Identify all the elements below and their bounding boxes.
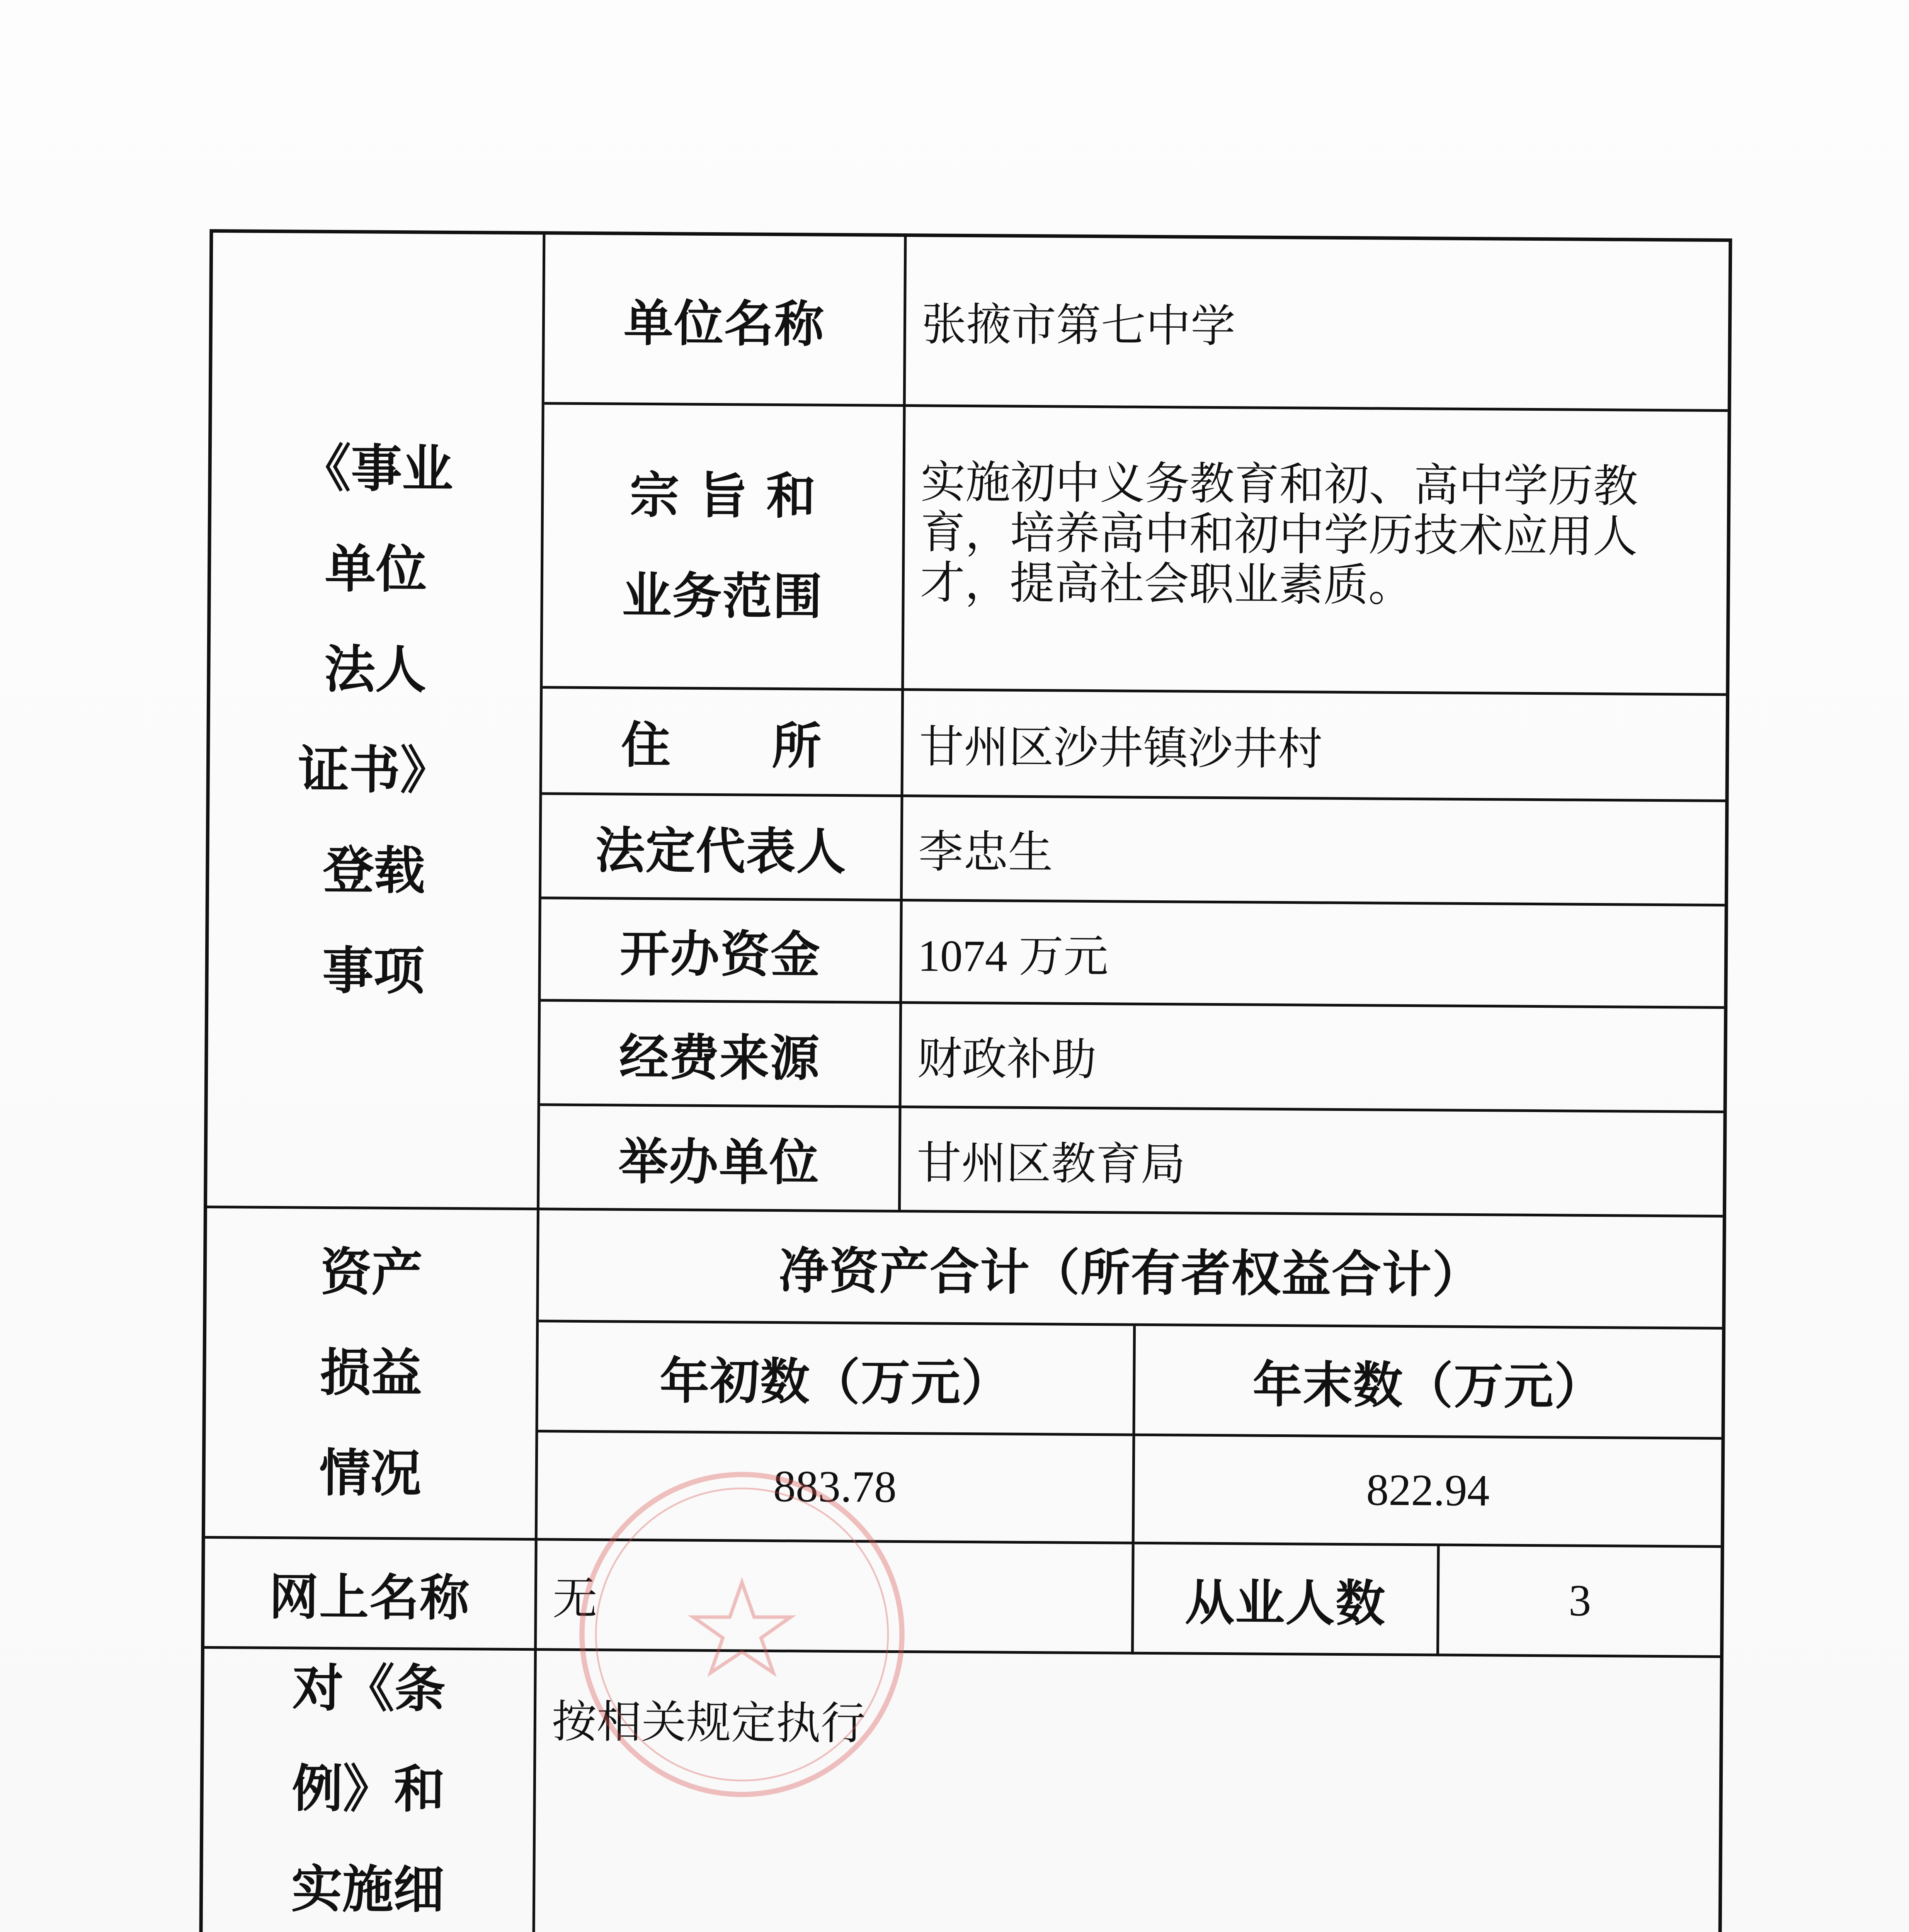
- sponsor-unit-value: 甘州区教育局: [901, 1108, 1724, 1218]
- label-line: 实施细: [291, 1859, 445, 1920]
- funding-source-label: 经费来源: [540, 1002, 902, 1108]
- unit-name-label: 单位名称: [544, 235, 907, 407]
- year-begin-value: 883.78: [538, 1432, 1135, 1544]
- year-end-value: 822.94: [1135, 1436, 1722, 1548]
- certificate-items-label: [207, 233, 545, 1210]
- online-name-label: 网上名称: [204, 1539, 538, 1651]
- label-line: 登载: [323, 840, 425, 901]
- label-line: 宗 旨 和: [630, 466, 817, 526]
- label-line: 事项: [322, 941, 425, 1002]
- unit-name-value: 张掖市第七中学: [906, 237, 1729, 412]
- online-name-value: 无: [537, 1541, 1135, 1654]
- label-line: 对《条: [292, 1658, 446, 1719]
- label-line: 业务范围: [622, 567, 823, 626]
- label-line: 损益: [320, 1343, 422, 1403]
- compliance-section-label: [200, 1649, 537, 1932]
- label-line: 例》和: [291, 1759, 445, 1820]
- address-label: 住 所: [542, 689, 904, 797]
- label-line: 资产: [320, 1242, 423, 1303]
- label-line: 证书》: [298, 740, 451, 801]
- funding-source-value: 财政补助: [902, 1004, 1724, 1113]
- capital-label: 开办资金: [541, 899, 903, 1004]
- legal-representative-value: 李忠生: [903, 797, 1725, 906]
- legal-representative-label: 法定代表人: [541, 795, 903, 901]
- assets-section-label: [205, 1208, 539, 1541]
- address-value: 甘州区沙井镇沙井村: [903, 691, 1726, 802]
- registration-form: [196, 229, 1732, 1932]
- staff-count-label: 从业人数: [1134, 1544, 1440, 1656]
- staff-count-value: 3: [1439, 1546, 1721, 1658]
- compliance-value: 按相关规定执行: [551, 1696, 866, 1750]
- net-assets-header: 净资产合计（所有者权益合计）: [539, 1210, 1723, 1330]
- label-line: 情况: [319, 1443, 422, 1504]
- capital-value: 1074 万元: [902, 901, 1725, 1009]
- sponsor-unit-label: 举办单位: [539, 1106, 902, 1213]
- purpose-label: [543, 405, 905, 691]
- year-end-label: 年末数（万元）: [1135, 1326, 1722, 1440]
- label-line: 《事业: [299, 439, 453, 499]
- label-line: 法人: [324, 639, 427, 700]
- label-line: 单位: [325, 539, 427, 600]
- year-begin-label: 年初数（万元）: [538, 1322, 1136, 1436]
- purpose-value: 实施初中义务教育和初、高中学历教育，培养高中和初中学历技术应用人才，提高社会职业素质。: [904, 407, 1727, 696]
